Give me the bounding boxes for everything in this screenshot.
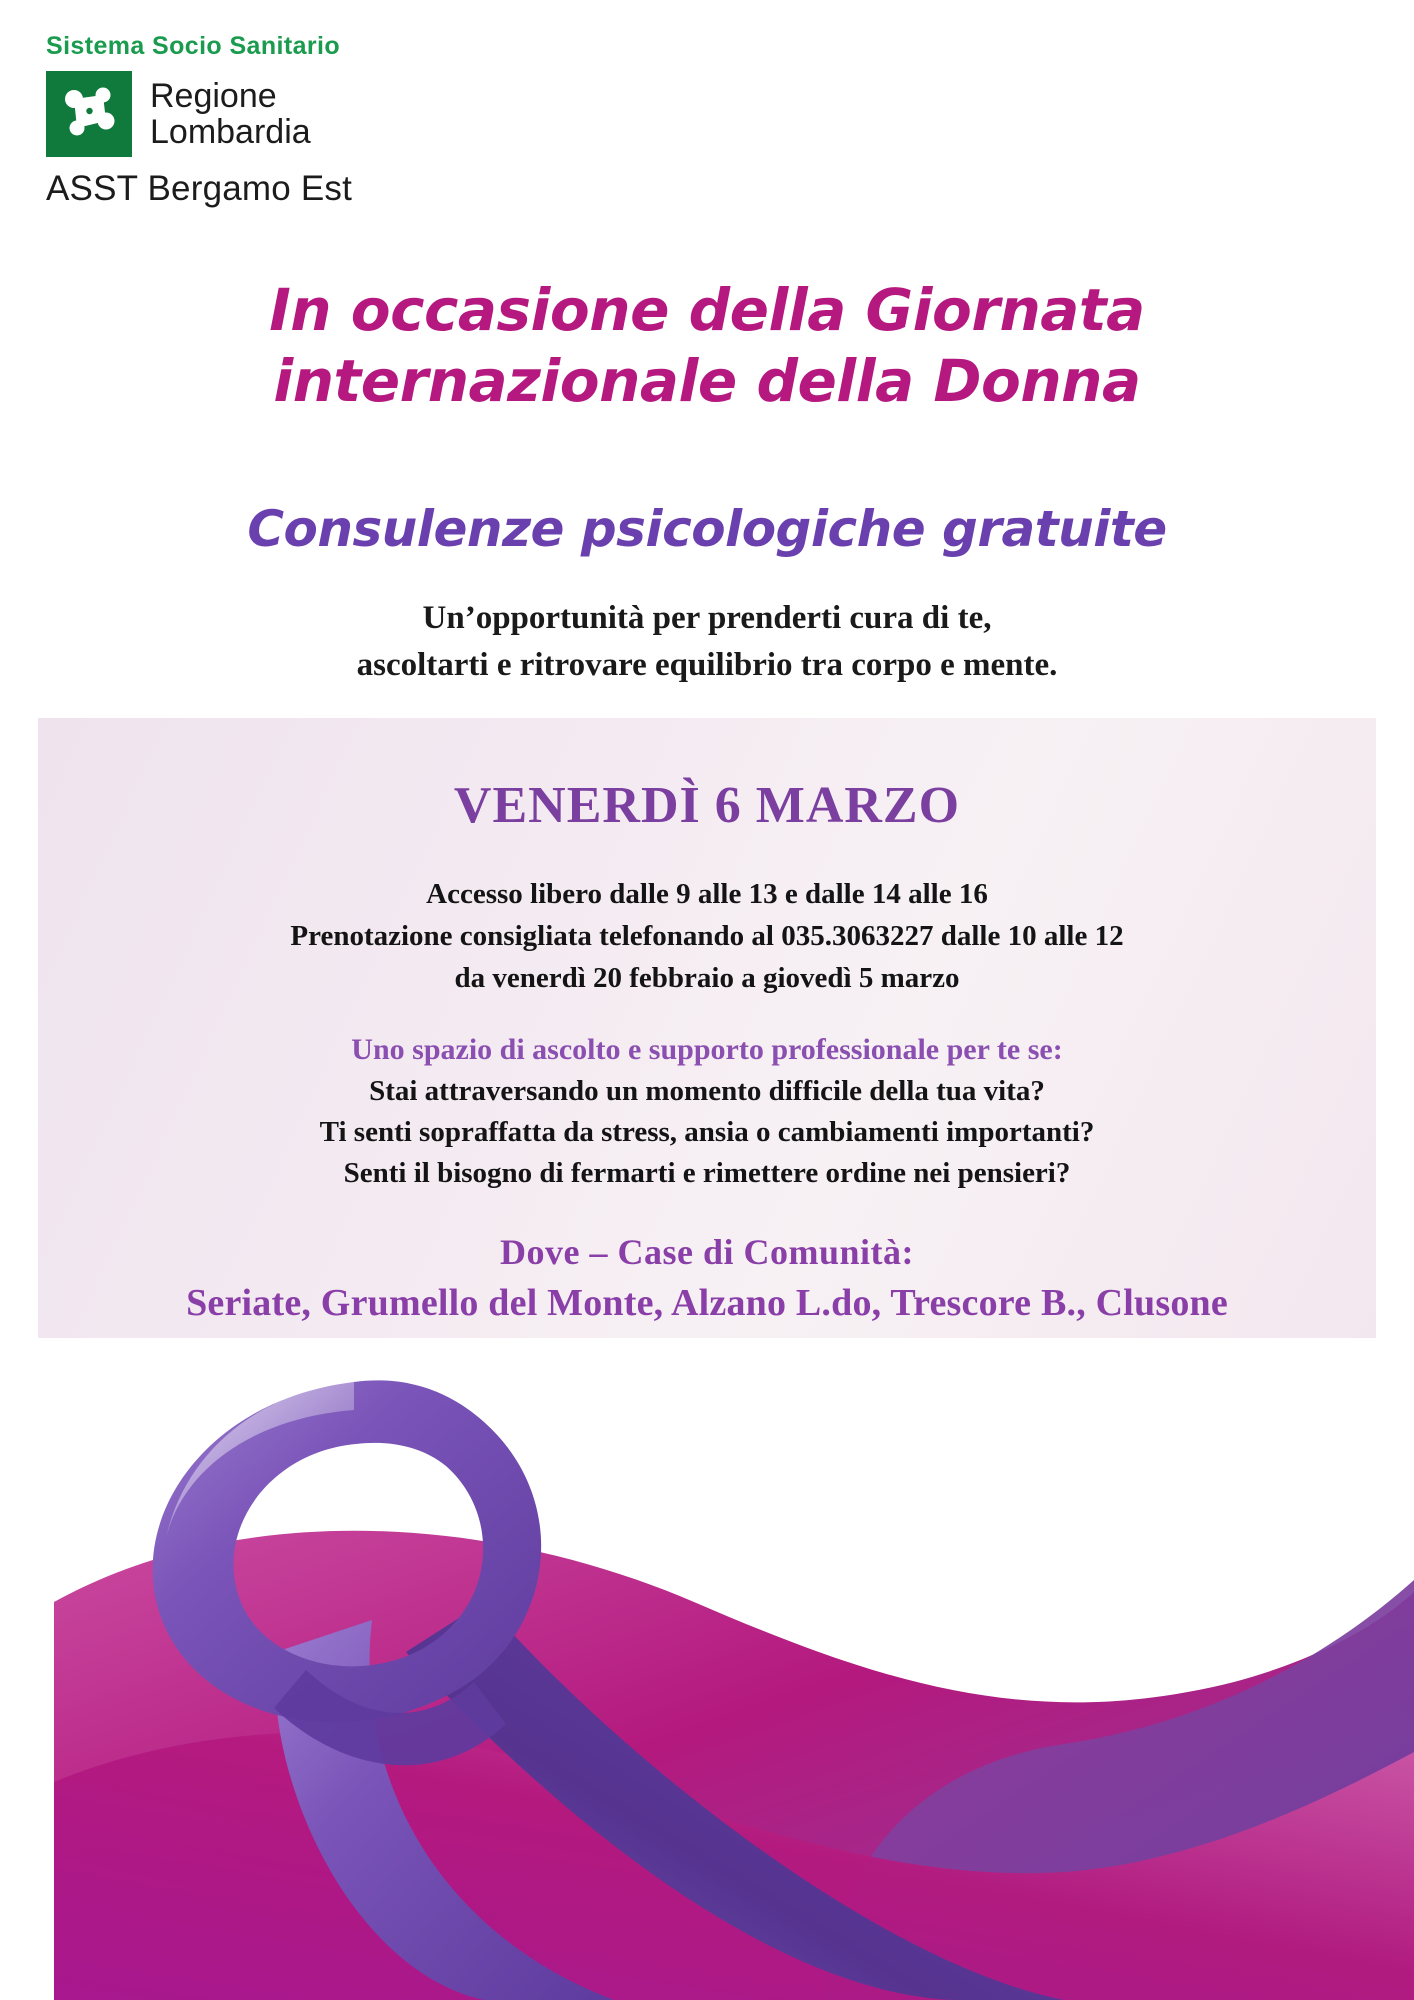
tagline-line1: Un’opportunità per prenderti cura di te, xyxy=(422,600,992,636)
question-item: Ti senti sopraffatta da stress, ansia o cambiamenti importanti? xyxy=(319,1116,1095,1149)
locations-label: Dove – Case di Comunità: xyxy=(500,1231,914,1272)
organization-logo xyxy=(46,32,566,209)
logo-system-line: Sistema Socio Sanitario xyxy=(46,32,341,60)
questions-list xyxy=(38,1071,1376,1195)
logo-region-line2: Lombardia xyxy=(150,113,311,151)
access-info-line1: Accesso libero dalle 9 alle 13 e dalle 14 alle 16 xyxy=(426,878,988,910)
tagline xyxy=(0,595,1414,689)
logo-asst-line: ASST Bergamo Est xyxy=(46,169,353,208)
locations-list: Seriate, Grumello del Monte, Alzano L.do, Trescore B., Clusone xyxy=(186,1281,1228,1324)
info-panel xyxy=(38,718,1376,1338)
access-info-line3: da venerdì 20 febbraio a giovedì 5 marzo xyxy=(454,962,960,995)
logo-region-line1: Regione xyxy=(150,76,277,115)
logo-row xyxy=(46,71,566,157)
page-title-line1: In occasione della Giornata xyxy=(269,276,1145,344)
logo-region-name xyxy=(150,78,311,150)
regione-lombardia-rose-icon xyxy=(46,71,132,157)
page-title-line2: internazionale della Donna xyxy=(273,346,1141,415)
question-item: Stai attraversando un momento difficile della tua vita? xyxy=(369,1075,1045,1108)
page-subtitle: Consulenze psicologiche gratuite xyxy=(247,500,1167,558)
tagline-line2: ascoltarti e ritrovare equilibrio tra corpo e mente. xyxy=(356,646,1058,683)
access-info xyxy=(38,873,1376,999)
purple-ribbon-illustration xyxy=(54,1352,1414,2000)
page-title xyxy=(0,275,1414,417)
access-info-line2: Prenotazione consigliata telefonando al 035.3063227 dalle 10 alle 12 xyxy=(290,920,1124,953)
question-item: Senti il bisogno di fermarti e rimettere ordine nei pensieri? xyxy=(343,1157,1071,1190)
event-date: VENERDÌ 6 MARZO xyxy=(453,777,961,834)
questions-title: Uno spazio di ascolto e supporto professionale per te se: xyxy=(351,1033,1063,1067)
